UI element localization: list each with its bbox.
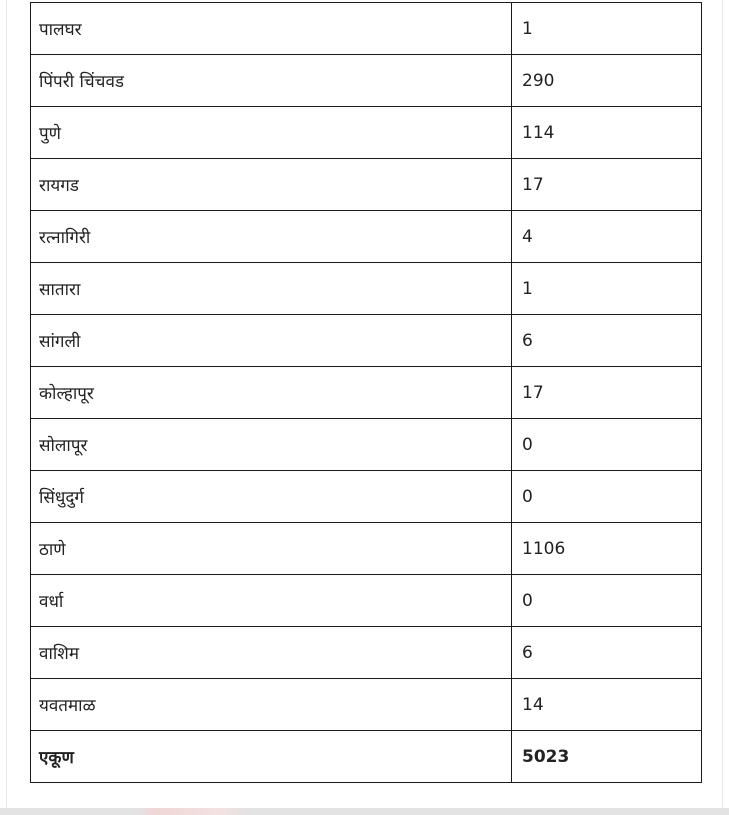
table-row	[31, 419, 702, 471]
count-cell: 0	[512, 419, 702, 471]
table-row	[31, 3, 702, 55]
district-name-cell: यवतमाळ	[31, 679, 512, 731]
count-cell: 6	[512, 315, 702, 367]
table-row	[31, 367, 702, 419]
district-name-cell: ठाणे	[31, 523, 512, 575]
count-cell: 290	[512, 55, 702, 107]
right-border-line	[722, 0, 723, 808]
table-row	[31, 523, 702, 575]
count-cell: 17	[512, 159, 702, 211]
table-row	[31, 107, 702, 159]
count-cell: 0	[512, 575, 702, 627]
count-cell: 1	[512, 3, 702, 55]
count-cell: 14	[512, 679, 702, 731]
count-cell: 114	[512, 107, 702, 159]
district-name-cell: सोलापूर	[31, 419, 512, 471]
count-cell: 1	[512, 263, 702, 315]
count-cell: 1106	[512, 523, 702, 575]
total-count-cell: 5023	[512, 731, 702, 783]
count-cell: 4	[512, 211, 702, 263]
count-cell: 17	[512, 367, 702, 419]
count-cell: 6	[512, 627, 702, 679]
count-cell: 0	[512, 471, 702, 523]
district-name-cell: पालघर	[31, 3, 512, 55]
total-label-cell: एकूण	[31, 731, 512, 783]
table-row	[31, 159, 702, 211]
table-row	[31, 211, 702, 263]
district-name-cell: रत्नागिरी	[31, 211, 512, 263]
district-name-cell: सातारा	[31, 263, 512, 315]
table-row	[31, 627, 702, 679]
district-name-cell: रायगड	[31, 159, 512, 211]
district-name-cell: वर्धा	[31, 575, 512, 627]
table-row	[31, 315, 702, 367]
district-name-cell: सांगली	[31, 315, 512, 367]
table-row	[31, 55, 702, 107]
total-row	[31, 731, 702, 783]
district-count-table	[30, 2, 702, 783]
table-row	[31, 575, 702, 627]
district-name-cell: कोल्हापूर	[31, 367, 512, 419]
district-name-cell: पुणे	[31, 107, 512, 159]
district-name-cell: सिंधुदुर्ग	[31, 471, 512, 523]
district-name-cell: पिंपरी चिंचवड	[31, 55, 512, 107]
district-name-cell: वाशिम	[31, 627, 512, 679]
table-row	[31, 679, 702, 731]
table-row	[31, 471, 702, 523]
table-row	[31, 263, 702, 315]
bottom-bar	[0, 808, 729, 815]
left-border-line	[6, 0, 7, 808]
